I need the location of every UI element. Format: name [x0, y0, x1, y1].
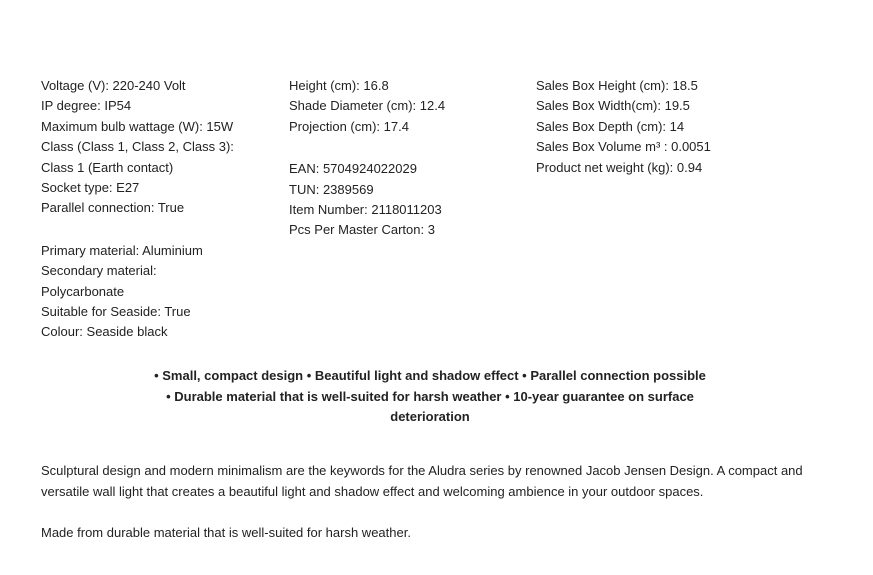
spec-secondary-material: Secondary material: — [41, 263, 157, 279]
spec-sales-box-depth: Sales Box Depth (cm): 14 — [536, 118, 685, 134]
spec-parallel-connection: Parallel connection: True — [41, 200, 185, 216]
feature-line: deterioration — [390, 409, 470, 424]
spec-projection: Projection (cm): 17.4 — [289, 118, 409, 134]
spec-column-electrical — [41, 76, 281, 343]
description-paragraph: Sculptural design and modern minimalism are the keywords for the Aludra series by renowned Jacob Jensen Design. A compact and versatile wall light that creates a beautiful light and shadow effect and welcoming ambience in your outdoor spaces. — [41, 463, 803, 499]
spec-class-value: Class 1 (Earth contact) — [41, 159, 174, 175]
description-paragraph: Made from durable material that is well-suited for harsh weather. — [41, 525, 411, 540]
spec-pcs-per-master-carton: Pcs Per Master Carton: 3 — [289, 222, 435, 238]
spec-item-number: Item Number: 2118011203 — [289, 201, 442, 217]
spec-shade-diameter: Shade Diameter (cm): 12.4 — [289, 98, 446, 114]
spec-column-dimensions — [289, 76, 529, 241]
spec-product-net-weight: Product net weight (kg): 0.94 — [536, 159, 703, 175]
spec-max-bulb-wattage: Maximum bulb wattage (W): 15W — [41, 118, 234, 134]
spec-spacer — [289, 137, 529, 159]
spec-socket-type: Socket type: E27 — [41, 179, 140, 195]
feature-highlights — [0, 366, 860, 428]
spec-class-heading: Class (Class 1, Class 2, Class 3): — [41, 139, 234, 155]
spec-suitable-seaside: Suitable for Seaside: True — [41, 303, 191, 319]
spec-voltage: Voltage (V): 220-240 Volt — [41, 78, 186, 93]
spec-column-packaging — [536, 76, 836, 178]
product-description — [41, 460, 841, 543]
spec-sales-box-height: Sales Box Height (cm): 18.5 — [536, 78, 698, 93]
spec-secondary-material-value: Polycarbonate — [41, 283, 125, 299]
spec-height: Height (cm): 16.8 — [289, 78, 389, 93]
spec-ean: EAN: 5704924022029 — [289, 161, 417, 177]
feature-line: • Small, compact design • Beautiful light and shadow effect • Parallel connection possible — [154, 368, 706, 383]
spec-spacer — [41, 219, 281, 241]
feature-line: • Durable material that is well-suited for harsh weather • 10-year guarantee on surface — [166, 388, 694, 404]
spec-colour: Colour: Seaside black — [41, 324, 168, 340]
spec-sales-box-volume: Sales Box Volume m³ : 0.0051 — [536, 139, 711, 155]
spec-primary-material: Primary material: Aluminium — [41, 242, 203, 258]
spec-ip-degree: IP degree: IP54 — [41, 98, 132, 114]
specifications — [41, 76, 841, 346]
spec-tun: TUN: 2389569 — [289, 181, 374, 197]
spec-sales-box-width: Sales Box Width(cm): 19.5 — [536, 98, 690, 114]
